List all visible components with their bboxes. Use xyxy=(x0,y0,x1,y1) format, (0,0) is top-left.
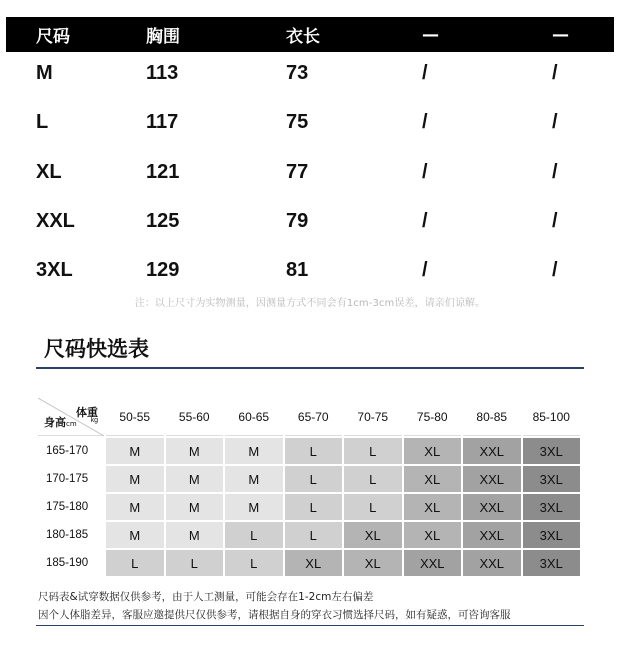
size-recommendation-cell: L xyxy=(106,550,164,576)
slash-cell: / xyxy=(422,160,428,183)
height-range: 175-180 xyxy=(38,494,104,520)
quick-chart-title: 尺码快选表 xyxy=(44,337,149,361)
size-recommendation-cell: 3XL xyxy=(523,438,581,464)
weight-range: 80-85 xyxy=(463,398,521,436)
header-empty-2: — xyxy=(552,24,569,45)
size-recommendation-cell: M xyxy=(166,438,224,464)
size-recommendation-cell: L xyxy=(344,494,402,520)
height-label xyxy=(44,414,77,430)
height-row xyxy=(38,438,580,464)
chest-cell: 125 xyxy=(146,209,180,232)
length-cell: 79 xyxy=(286,209,309,232)
footnote-2: 因个人体脂差异，客服应邀提供尺仅供参考，请根据自身的穿衣习惯选择尺码，如有疑惑，可咨询客服 xyxy=(38,609,511,621)
height-row xyxy=(38,466,580,492)
slash-cell: / xyxy=(552,258,558,281)
size-recommendation-cell: L xyxy=(285,438,343,464)
size-recommendation-cell: L xyxy=(225,550,283,576)
size-cell: L xyxy=(36,110,49,133)
slash-cell: / xyxy=(552,110,558,133)
height-label-text: 身高 xyxy=(44,416,66,429)
title-divider xyxy=(36,367,584,369)
size-recommendation-cell: XL xyxy=(344,522,402,548)
weight-range: 85-100 xyxy=(523,398,581,436)
size-row-xl xyxy=(6,147,614,197)
height-row xyxy=(38,550,580,576)
length-cell: 73 xyxy=(286,61,309,84)
height-range: 180-185 xyxy=(38,522,104,548)
size-recommendation-cell: XL xyxy=(344,550,402,576)
size-recommendation-cell: M xyxy=(106,494,164,520)
size-recommendation-cell: 3XL xyxy=(523,494,581,520)
slash-cell: / xyxy=(422,61,428,84)
length-cell: 75 xyxy=(286,110,309,133)
slash-cell: / xyxy=(552,209,558,232)
weight-header-row xyxy=(38,398,580,436)
size-recommendation-cell: L xyxy=(225,522,283,548)
size-recommendation-cell: XL xyxy=(404,466,462,492)
weight-unit: kg xyxy=(90,417,98,424)
chest-cell: 121 xyxy=(146,160,180,183)
height-row xyxy=(38,522,580,548)
table-corner xyxy=(38,398,104,436)
weight-range: 60-65 xyxy=(225,398,283,436)
chest-cell: 113 xyxy=(146,61,179,84)
size-row-l xyxy=(6,97,614,147)
height-range: 185-190 xyxy=(38,550,104,576)
size-recommendation-cell: M xyxy=(225,466,283,492)
size-recommendation-cell: XXL xyxy=(463,494,521,520)
size-recommendation-cell: L xyxy=(344,466,402,492)
slash-cell: / xyxy=(552,61,558,84)
size-row-3xl xyxy=(6,245,614,295)
measurement-note: 注：以上尺寸为实物测量，因测量方式不同会有1cm-3cm误差，请亲们谅解。 xyxy=(134,298,486,309)
length-cell: 81 xyxy=(286,258,309,281)
size-recommendation-cell: 3XL xyxy=(523,550,581,576)
size-recommendation-cell: M xyxy=(225,494,283,520)
size-recommendation-cell: M xyxy=(106,466,164,492)
size-recommendation-cell: M xyxy=(225,438,283,464)
slash-cell: / xyxy=(552,160,558,183)
header-size: 尺码 xyxy=(36,27,70,47)
footnotes xyxy=(38,588,511,624)
height-unit: cm xyxy=(66,420,77,428)
size-recommendation-cell: XXL xyxy=(463,522,521,548)
size-recommendation-cell: M xyxy=(166,494,224,520)
size-recommendation-cell: L xyxy=(344,438,402,464)
size-quick-select-table xyxy=(36,396,582,578)
height-range: 165-170 xyxy=(38,438,104,464)
chest-cell: 117 xyxy=(146,110,179,133)
slash-cell: / xyxy=(422,258,428,281)
weight-range: 65-70 xyxy=(285,398,343,436)
size-recommendation-cell: XL xyxy=(404,438,462,464)
size-cell: XXL xyxy=(36,209,75,232)
size-recommendation-cell: M xyxy=(166,466,224,492)
header-length: 衣长 xyxy=(286,27,320,47)
size-row-xxl xyxy=(6,196,614,246)
size-recommendation-cell: M xyxy=(106,438,164,464)
size-recommendation-cell: L xyxy=(285,494,343,520)
header-empty-1: — xyxy=(422,24,439,45)
size-cell: M xyxy=(36,61,53,84)
size-recommendation-cell: XXL xyxy=(463,466,521,492)
footer-divider xyxy=(36,625,584,626)
size-recommendation-cell: XL xyxy=(404,494,462,520)
weight-range: 50-55 xyxy=(106,398,164,436)
size-recommendation-cell: M xyxy=(166,522,224,548)
header-chest: 胸围 xyxy=(146,27,180,47)
chest-cell: 129 xyxy=(146,258,180,281)
size-recommendation-cell: L xyxy=(285,466,343,492)
size-recommendation-cell: XXL xyxy=(404,550,462,576)
size-table-header xyxy=(6,17,614,52)
height-range: 170-175 xyxy=(38,466,104,492)
size-recommendation-cell: 3XL xyxy=(523,522,581,548)
size-cell: 3XL xyxy=(36,258,73,281)
size-recommendation-cell: L xyxy=(285,522,343,548)
size-row-m xyxy=(6,48,614,98)
weight-range: 70-75 xyxy=(344,398,402,436)
slash-cell: / xyxy=(422,209,428,232)
weight-range: 75-80 xyxy=(404,398,462,436)
size-recommendation-cell: XL xyxy=(285,550,343,576)
weight-label: 体重 xyxy=(76,406,98,419)
height-row xyxy=(38,494,580,520)
weight-range: 55-60 xyxy=(166,398,224,436)
size-cell: XL xyxy=(36,160,62,183)
slash-cell: / xyxy=(422,110,428,133)
size-recommendation-cell: XXL xyxy=(463,550,521,576)
footnote-1: 尺码表&试穿数据仅供参考，由于人工测量，可能会存在1-2cm左右偏差 xyxy=(38,591,374,603)
size-recommendation-cell: XL xyxy=(404,522,462,548)
size-recommendation-cell: M xyxy=(106,522,164,548)
size-recommendation-cell: XXL xyxy=(463,438,521,464)
size-recommendation-cell: L xyxy=(166,550,224,576)
size-recommendation-cell: 3XL xyxy=(523,466,581,492)
length-cell: 77 xyxy=(286,160,309,183)
